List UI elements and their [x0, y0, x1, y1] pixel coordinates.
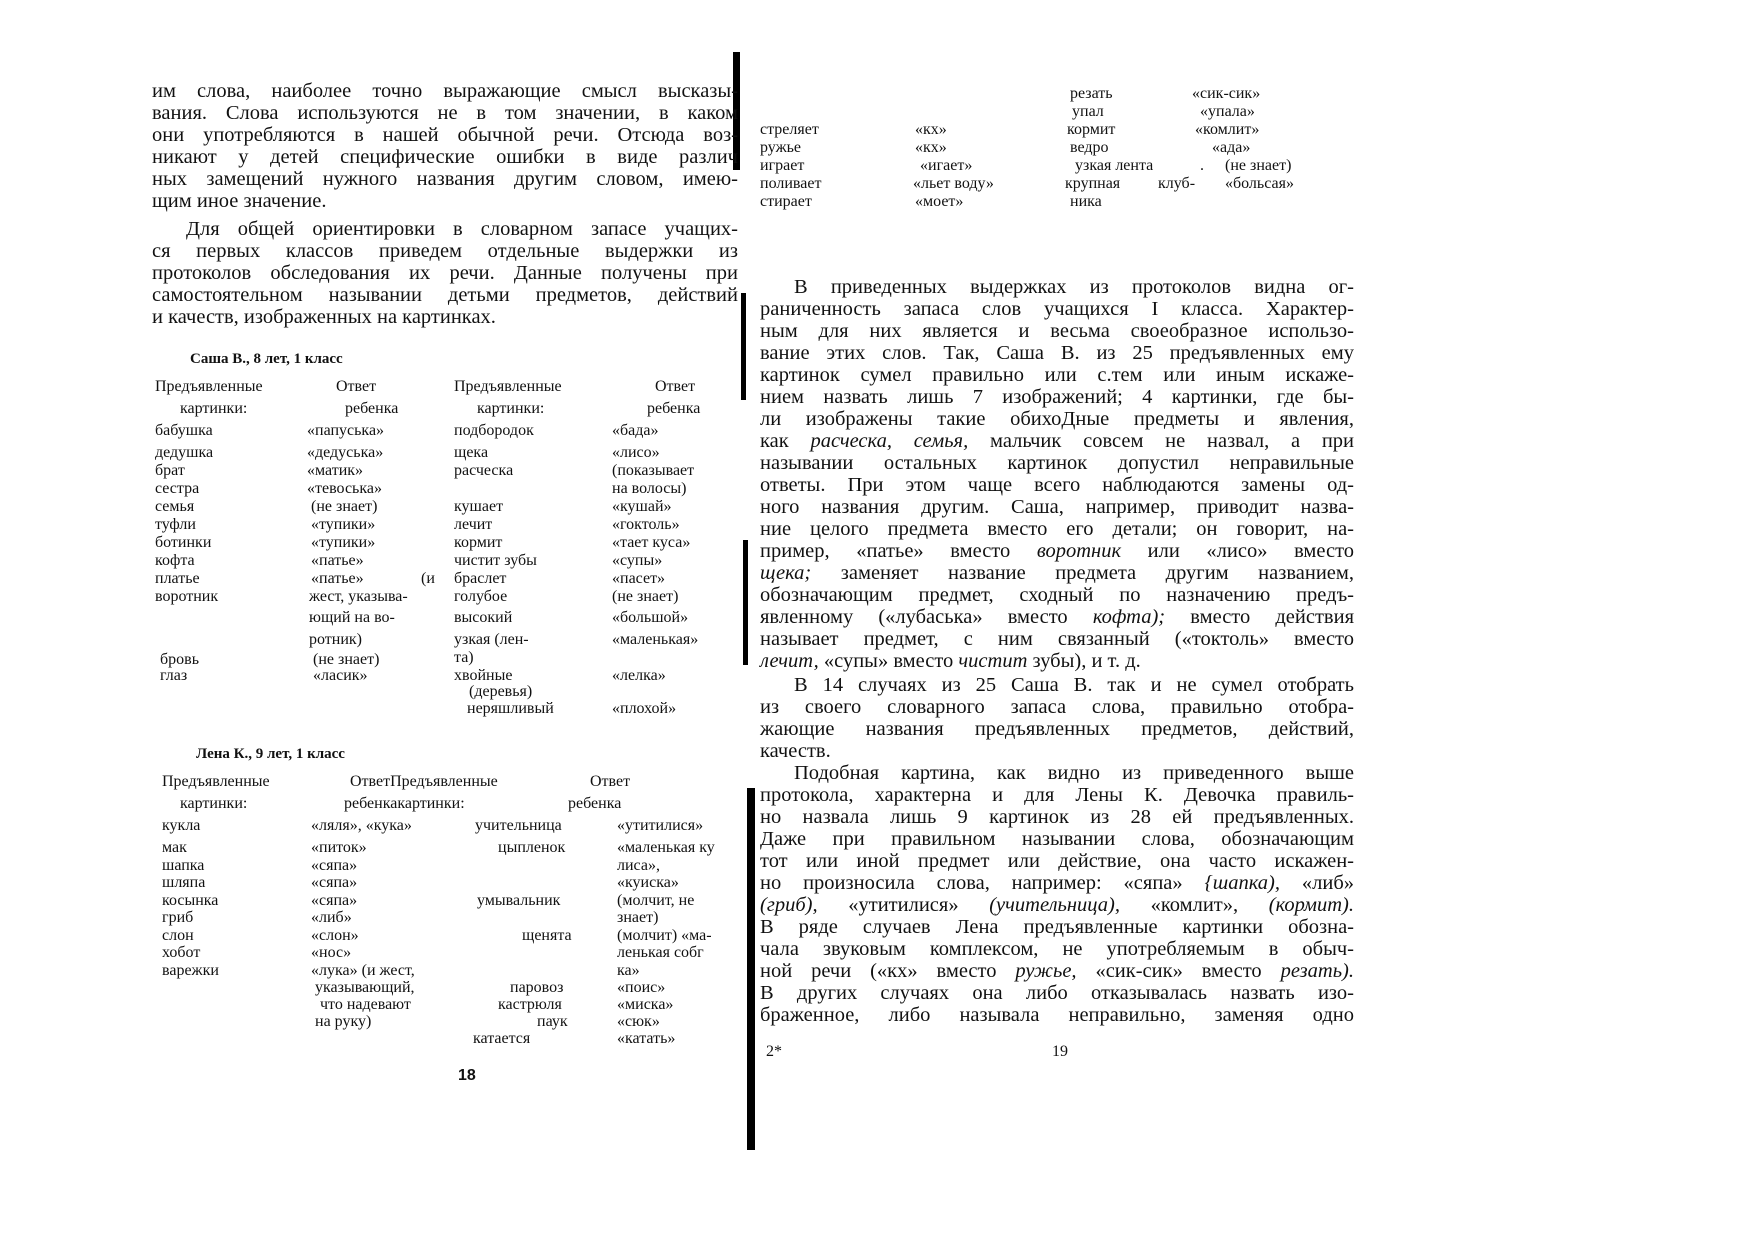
table-cell: «льет воду»: [913, 175, 994, 192]
table-cell: «сяпа»: [311, 857, 358, 874]
table-cell: катается: [473, 1030, 531, 1047]
table-cell: играет: [760, 157, 805, 174]
table-cell: щенята: [522, 927, 572, 944]
table-cell: шапка: [162, 857, 205, 874]
table-cell: (не знает): [311, 498, 378, 515]
table-cell: «слон»: [311, 927, 359, 944]
table-cell: браслет: [454, 570, 507, 587]
table-cell: ротник): [309, 631, 363, 648]
table-cell: (показывает: [612, 462, 695, 479]
table-cell: узкая (лен-: [454, 631, 529, 648]
scan-bar: [741, 293, 746, 400]
table-cell: кастрюля: [498, 996, 562, 1013]
table-cell: указывающий,: [315, 979, 415, 996]
table-cell: кормит: [1067, 121, 1116, 138]
table-cell: «лука» (и жест,: [311, 962, 415, 979]
table-cell: ботинки: [155, 534, 212, 551]
table-cell: кукла: [162, 817, 201, 834]
table-cell: «тупики»: [311, 534, 376, 551]
right-paragraph-1: В приведенных выдержках из протоколов видна ог- раниченность запаса слов учащихся I класса. Характер- ным для них является и весьма своеобразное использо- вание этих слов. Так, Саша В. из 25 предъявленных ему картинок сумел правильно или с.тем или иным искаже- нием назвать лишь 7 изображений; 4 картинки, где бы- ли изображены такие обихоДные предметы и явления, как расческа, семья, мальчик совсем не назвал, а при назывании остальных картинок допустил неправильные ответы. При этом чаще всего наблюдаются замены од- ного названия другим. Саша, например, приводит назва- ние целого предмета вместо его детали; он говорит, на- пример, «патье» вместо воротник или «лисо» вместо щека; заменяет название предмета другим названием, обозначающим предмет, сходный по назначению предъ- явленному («лубаська» вместо кофта); вместо действия называет предмет, с ним связанный («токтоль» вместо лечит, «супы» вместо чистит зубы), и т. д.: [760, 276, 1355, 672]
table-cell: «ляля», «кука»: [311, 817, 412, 834]
right-paragraph-3: Подобная картина, как видно из приведенного выше протокола, характерна и для Лены К. Девочка правиль- но назвала лишь 9 картинок из 28 ей предъявленных. Даже при правильном назывании слова, обозначающим тот или иной предмет или действие, она часто искажен- но произносила слова, например: «сяпа» {шапка), «либ» (гриб), «утитилися» (учительница), «комлит», (кормит). В ряде случаев Лена предъявленные картинки обозна- чала звуковым комплексом, не употребляемым в обыч- ной речи («кх» вместо ружье, «сик-сик» вместо резать). В других случаях она либо отказывалась назвать изо- браженное, либо называла неправильно, заменяя одно: [760, 762, 1355, 1026]
table-cell: учительница: [475, 817, 562, 834]
table-cell: щека: [454, 444, 489, 461]
table-cell: кормит: [454, 534, 503, 551]
table-cell: (не знает): [313, 651, 380, 668]
table-cell: «матик»: [307, 462, 364, 479]
table-cell: ведро: [1070, 139, 1109, 156]
table-cell: «супы»: [612, 552, 663, 569]
table-cell: знает): [617, 909, 659, 926]
table-cell: слон: [162, 927, 194, 944]
table-cell: шляпа: [162, 874, 206, 891]
table-cell: «нос»: [311, 944, 352, 961]
signature-mark: 2*: [766, 1043, 782, 1060]
table-cell: цыпленок: [498, 839, 566, 856]
table-cell: подбородок: [454, 422, 534, 439]
table-cell: туфли: [155, 516, 196, 533]
table-cell: что надевают: [320, 996, 411, 1013]
table-cell: на руку): [315, 1013, 372, 1030]
scan-bar: [747, 788, 755, 1150]
table-cell: «упала»: [1200, 103, 1255, 120]
table-cell: «кушай»: [612, 498, 672, 515]
table-cell: «лисо»: [612, 444, 660, 461]
table-cell: ника: [1070, 193, 1102, 210]
table-cell: «тевоська»: [307, 480, 382, 497]
table-cell: стирает: [760, 193, 812, 210]
table-cell: (не знает): [612, 588, 679, 605]
table-cell: «большой»: [612, 609, 689, 626]
table-cell: высокий: [454, 609, 513, 626]
table-cell: «моет»: [915, 193, 964, 210]
table-cell: узкая лента: [1075, 157, 1154, 174]
table-cell: бабушка: [155, 422, 213, 439]
table-cell: «ада»: [1212, 139, 1251, 156]
page-number-right: 19: [1052, 1043, 1068, 1060]
table-cell: «сяпа»: [311, 874, 358, 891]
table-cell: ющий на во-: [309, 609, 395, 626]
right-paragraph-2: В 14 случаях из 25 Саша В. так и не сумел отобрать из своего словарного запаса слова, правильно отобра- жающие названия предъявленных предметов, действий, качеств.: [760, 674, 1354, 762]
table-cell: дедушка: [155, 444, 214, 461]
table-cell: «утитилися»: [617, 817, 704, 834]
table-cell: «сик-сик»: [1192, 85, 1261, 102]
table-cell: «либ»: [311, 909, 352, 926]
table-cell: «катать»: [617, 1030, 676, 1047]
table-cell: «маленькая ку: [617, 839, 715, 856]
table-cell: крупная: [1065, 175, 1121, 192]
table-cell: «тает куса»: [612, 534, 691, 551]
table-cell: (деревья): [469, 683, 533, 700]
table-cell: клуб-: [1158, 175, 1196, 192]
table-cell: «игает»: [920, 157, 973, 174]
table-cell: ружье: [760, 139, 802, 156]
table-cell: лечит: [454, 516, 493, 533]
table-cell: «маленькая»: [612, 631, 699, 648]
table-cell: чистит зубы: [454, 552, 537, 569]
table-cell: «кх»: [915, 139, 947, 156]
table-cell: «патье»: [311, 552, 364, 569]
left-paragraph-2: Для общей ориентировки в словарном запасе учащих- ся первых классов приведем отдельные выдержки из протоколов обследования их речи. Данные получены при самостоятельном назывании детьми предметов, действий и качеств, изображенных на картинках.: [152, 218, 738, 328]
table-cell: «миска»: [617, 996, 674, 1013]
table-1-title: Саша В., 8 лет, 1 класс: [190, 351, 343, 367]
table-cell: гриб: [162, 909, 194, 926]
table-cell: глаз: [160, 667, 188, 684]
table-cell: воротник: [155, 588, 219, 605]
table-cell: мак: [162, 839, 187, 856]
table-cell: лиса»,: [617, 857, 660, 874]
table-cell: (молчит) «ма-: [617, 927, 712, 944]
table-cell: (и: [421, 570, 435, 587]
table-cell: жест, указыва-: [309, 588, 408, 605]
table-cell: хобот: [162, 944, 201, 961]
table-cell: «тупики»: [311, 516, 376, 533]
table-cell: сестра: [155, 480, 200, 497]
table-cell: поливает: [760, 175, 822, 192]
table-cell: «сюк»: [617, 1013, 660, 1030]
table-cell: «плохой»: [612, 700, 677, 717]
table-cell: «сяпа»: [311, 892, 358, 909]
table-cell: неряшливый: [467, 700, 554, 717]
table-cell: семья: [155, 498, 195, 515]
table-cell: «куиска»: [617, 874, 679, 891]
table-cell: «гоктоль»: [612, 516, 680, 533]
table-cell: «пасет»: [612, 570, 666, 587]
table-cell: «кх»: [915, 121, 947, 138]
table-cell: та): [454, 649, 474, 666]
table-cell: стреляет: [760, 121, 819, 138]
table-cell: ленькая собг: [617, 944, 704, 961]
table-cell: на волосы): [612, 480, 687, 497]
table-cell: «бада»: [612, 422, 659, 439]
table-cell: косынка: [162, 892, 219, 909]
table-cell: (не знает): [1225, 157, 1292, 174]
table-cell: хвойные: [454, 667, 513, 684]
table-cell: (молчит, не: [617, 892, 695, 909]
table-cell: резать: [1070, 85, 1113, 102]
table-cell: «патье»: [311, 570, 364, 587]
left-paragraph-1: им слова, наиболее точно выражающие смысл высказы- вания. Слова используются не в том значении, в каком они употребляются в нашей обычной речи. Отсюда воз- никают у детей специфические ошибки в виде различ ных замещений нужного названия другим словом, имею- щим иное значение.: [152, 80, 738, 212]
table-cell: «поис»: [617, 979, 666, 996]
table-cell: «дедуська»: [307, 444, 384, 461]
table-cell: «ласик»: [313, 667, 368, 684]
table-cell: «больсая»: [1225, 175, 1294, 192]
table-2-title: Лена К., 9 лет, 1 класс: [196, 746, 345, 762]
table-cell: бровь: [160, 651, 199, 668]
table-cell: упал: [1072, 103, 1104, 120]
table-cell: платье: [155, 570, 200, 587]
table-cell: кушает: [454, 498, 504, 515]
table-cell: расческа: [454, 462, 514, 479]
page-number-left: 18: [458, 1067, 476, 1084]
table-cell: ка»: [617, 962, 640, 979]
scan-bar: [743, 540, 748, 665]
table-cell: кофта: [155, 552, 195, 569]
table-cell: паровоз: [510, 979, 564, 996]
table-cell: умывальник: [477, 892, 561, 909]
table-cell: варежки: [162, 962, 219, 979]
table-cell: паук: [537, 1013, 568, 1030]
table-cell: голубое: [454, 588, 508, 605]
table-cell: «папуська»: [307, 422, 385, 439]
table-cell: .: [1200, 157, 1204, 174]
table-cell: «лелка»: [612, 667, 666, 684]
table-cell: «комлит»: [1195, 121, 1260, 138]
table-cell: «питок»: [311, 839, 367, 856]
table-cell: брат: [155, 462, 185, 479]
